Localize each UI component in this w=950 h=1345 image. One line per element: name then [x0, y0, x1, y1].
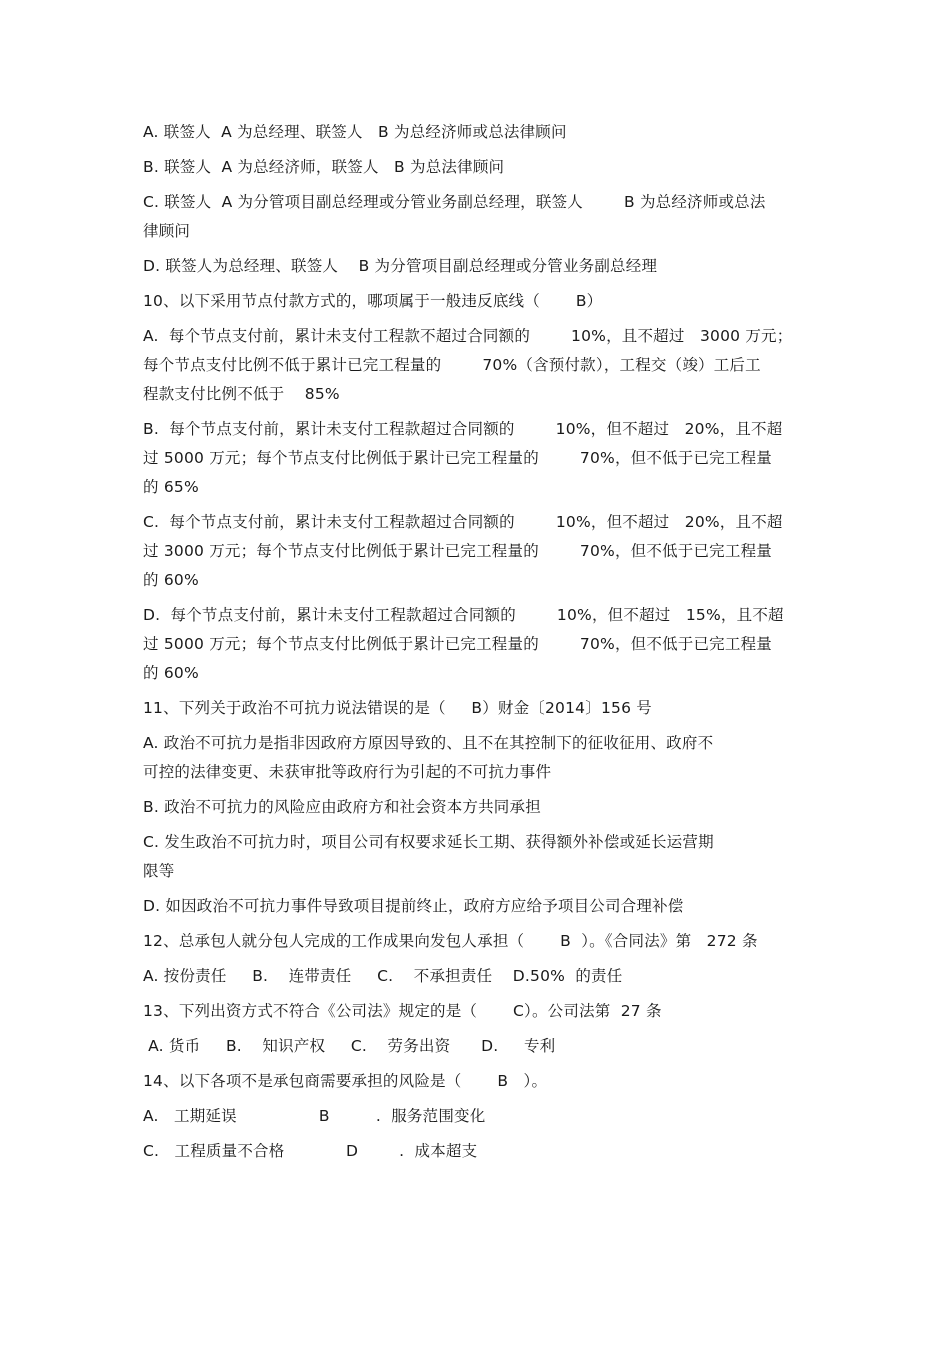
paragraph	[143, 287, 813, 316]
paragraph	[143, 153, 813, 182]
paragraph	[143, 793, 813, 822]
text-line: A. 每个节点支付前，累计未支付工程款不超过合同额的 10%，且不超过 3000 万元；	[143, 327, 793, 345]
text-line: 过 5000 万元；每个节点支付比例低于累计已完工程量的 70%，但不低于已完工程量	[143, 449, 772, 467]
paragraph	[143, 322, 813, 409]
text-line: C. 每个节点支付前，累计未支付工程款超过合同额的 10%，但不超过 20%，且不超	[143, 513, 783, 531]
text-line: B. 政治不可抗力的风险应由政府方和社会资本方共同承担	[143, 798, 541, 816]
paragraph	[143, 729, 813, 787]
text-line: 14、以下各项不是承包商需要承担的风险是（ B ）。	[143, 1072, 548, 1090]
paragraph	[143, 927, 813, 956]
paragraph	[143, 1067, 813, 1096]
text-line: 律顾问	[143, 222, 191, 240]
paragraph	[143, 1032, 813, 1061]
text-line: 的 60%	[143, 664, 199, 682]
text-line: B. 联签人 A 为总经济师，联签人 B 为总法律顾问	[143, 158, 505, 176]
paragraph	[143, 508, 813, 595]
document-page	[143, 118, 813, 1172]
text-line: B. 每个节点支付前，累计未支付工程款超过合同额的 10%，但不超过 20%，且不超	[143, 420, 783, 438]
paragraph	[143, 694, 813, 723]
paragraph	[143, 601, 813, 688]
paragraph	[143, 997, 813, 1026]
text-line: C. 工程质量不合格 D . 成本超支	[143, 1142, 478, 1160]
text-line: A. 货币 B. 知识产权 C. 劳务出资 D. 专利	[143, 1037, 556, 1055]
text-line: C. 发生政治不可抗力时，项目公司有权要求延长工期、获得额外补偿或延长运营期	[143, 833, 714, 851]
paragraph	[143, 892, 813, 921]
paragraph	[143, 1102, 813, 1131]
paragraph	[143, 415, 813, 502]
text-line: D. 每个节点支付前，累计未支付工程款超过合同额的 10%，但不超过 15%，且不超	[143, 606, 784, 624]
text-line: D. 如因政治不可抗力事件导致项目提前终止，政府方应给予项目公司合理补偿	[143, 897, 684, 915]
paragraph	[143, 252, 813, 281]
paragraph	[143, 828, 813, 886]
text-line: 的 65%	[143, 478, 199, 496]
text-line: 的 60%	[143, 571, 199, 589]
paragraph	[143, 962, 813, 991]
text-line: 过 3000 万元；每个节点支付比例低于累计已完工程量的 70%，但不低于已完工程量	[143, 542, 772, 560]
text-line: A. 政治不可抗力是指非因政府方原因导致的、且不在其控制下的征收征用、政府不	[143, 734, 714, 752]
text-line: 可控的法律变更、未获审批等政府行为引起的不可抗力事件	[143, 763, 552, 781]
paragraph	[143, 188, 813, 246]
text-line: A. 联签人 A 为总经理、联签人 B 为总经济师或总法律顾问	[143, 123, 567, 141]
text-line: 12、总承包人就分包人完成的工作成果向发包人承担（ B ）。《合同法》第 272 条	[143, 932, 758, 950]
text-line: 程款支付比例不低于 85%	[143, 385, 340, 403]
paragraph	[143, 118, 813, 147]
text-line: 过 5000 万元；每个节点支付比例低于累计已完工程量的 70%，但不低于已完工程量	[143, 635, 772, 653]
text-line: 限等	[143, 862, 175, 880]
text-line: 13、下列出资方式不符合《公司法》规定的是（ C）。公司法第 27 条	[143, 1002, 662, 1020]
text-line: 10、以下采用节点付款方式的，哪项属于一般违反底线（ B）	[143, 292, 603, 310]
text-line: D. 联签人为总经理、联签人 B 为分管项目副总经理或分管业务副总经理	[143, 257, 658, 275]
text-line: A. 按份责任 B. 连带责任 C. 不承担责任 D.50% 的责任	[143, 967, 623, 985]
text-line: A. 工期延误 B . 服务范围变化	[143, 1107, 486, 1125]
text-line: 每个节点支付比例不低于累计已完工程量的 70%（含预付款），工程交（竣）工后工	[143, 356, 761, 374]
paragraph	[143, 1137, 813, 1166]
text-line: C. 联签人 A 为分管项目副总经理或分管业务副总经理，联签人 B 为总经济师或总法	[143, 193, 766, 211]
text-line: 11、下列关于政治不可抗力说法错误的是（ B）财金〔2014〕156 号	[143, 699, 652, 717]
